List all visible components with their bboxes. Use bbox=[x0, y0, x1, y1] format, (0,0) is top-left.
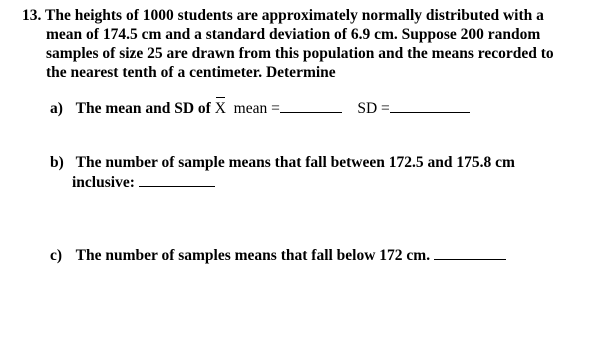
mean-label: mean = bbox=[233, 100, 280, 117]
part-c-text: The number of samples means that fall below 172 cm. bbox=[75, 247, 431, 264]
problem-statement bbox=[22, 6, 582, 82]
part-b-line-2 bbox=[50, 172, 515, 192]
part-a-label: a) bbox=[50, 100, 63, 117]
problem-line-1-text: The heights of 1000 students are approximately normally distributed with a bbox=[44, 7, 544, 24]
part-c-answer-blank[interactable] bbox=[434, 245, 506, 260]
problem-number: 13. bbox=[22, 7, 42, 24]
part-b-label: b) bbox=[50, 154, 64, 171]
part-b-line-2-text: inclusive: bbox=[72, 174, 135, 191]
part-a bbox=[50, 98, 470, 118]
part-c-label: c) bbox=[50, 247, 63, 264]
part-b-line-1: The number of sample means that fall between 172.5 and 175.8 cm bbox=[75, 154, 515, 171]
problem-line-2: mean of 174.5 cm and a standard deviation of 6.9 cm. Suppose 200 random bbox=[46, 26, 541, 43]
sd-answer-blank[interactable] bbox=[390, 98, 470, 113]
part-b bbox=[50, 153, 515, 192]
sd-label: SD = bbox=[357, 100, 390, 117]
x-bar-symbol: X bbox=[214, 100, 226, 117]
problem-line-3: samples of size 25 are drawn from this population and the means recorded to bbox=[46, 45, 554, 62]
problem-line-1 bbox=[22, 6, 582, 25]
part-c bbox=[50, 245, 506, 265]
mean-answer-blank[interactable] bbox=[280, 98, 342, 113]
part-a-text: The mean and SD of bbox=[75, 100, 211, 117]
part-b-answer-blank[interactable] bbox=[139, 172, 215, 187]
problem-line-4: the nearest tenth of a centimeter. Determine bbox=[46, 64, 336, 81]
